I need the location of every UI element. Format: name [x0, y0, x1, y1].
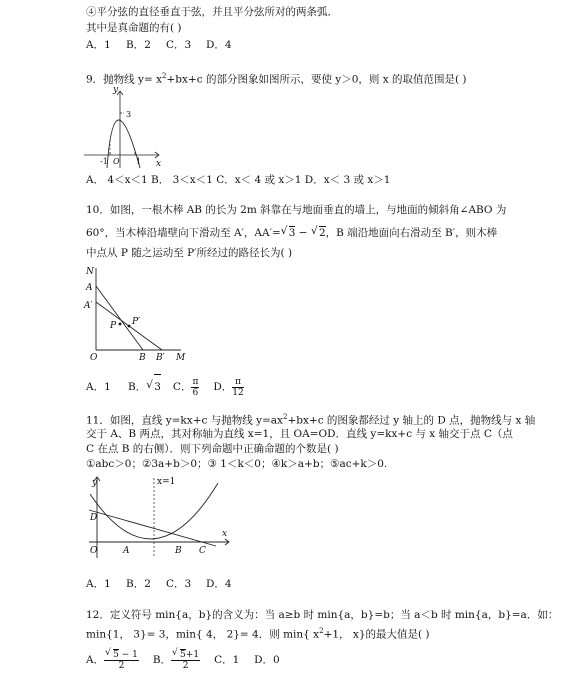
q10-options	[86, 374, 244, 398]
q9-label-neg1: -1	[100, 157, 108, 166]
q11-label-x: x	[222, 529, 228, 539]
q11-line-1	[86, 411, 535, 428]
q10-option-d-denominator: 12	[232, 387, 244, 398]
q9-origin: O	[113, 157, 120, 166]
q10-label-p: P	[110, 321, 117, 331]
q12-option-b-numerator	[171, 649, 200, 661]
q9-exponent: 2	[162, 72, 167, 80]
q10-option-c-fraction	[191, 377, 199, 398]
q11-option-a: A．1	[86, 578, 111, 590]
q10-option-b-radicand: 3	[154, 374, 161, 399]
q11-label-d: D	[90, 513, 98, 523]
q11-line-2: 交于 A、B 两点，其对称轴为直线 x=1，且 OA=OD．直线 y=kx+c 与 x 轴交于点 C（点	[86, 428, 513, 440]
q10-label-b2: B′	[156, 353, 165, 363]
q12-option-b-denominator: 2	[182, 661, 189, 671]
q10-option-a: A．1	[86, 381, 111, 393]
q9-label-1: 1	[136, 157, 142, 166]
q10-line-2-text-2: ，B 端沿地面向右滑动至 B′，则木棒	[325, 227, 498, 239]
q12-line-2-text-2: +1， x}的最大值是( )	[323, 628, 430, 641]
q10-option-c-denominator: 6	[192, 387, 199, 398]
q12-option-a-fraction	[104, 649, 139, 671]
q11-options	[86, 578, 232, 591]
q11-exponent: 2	[282, 413, 288, 421]
q10-minus: −	[295, 227, 311, 239]
q10-label-n: N	[86, 267, 94, 277]
q8-option-b: B．2	[126, 39, 151, 51]
q10-sqrt-3	[281, 226, 296, 240]
q10-option-d-fraction	[232, 377, 243, 398]
q10-label-p2: P′	[132, 317, 141, 327]
q9-label-3: 3	[126, 110, 132, 119]
q11-line-1-text: 11．如图，直线 y=kx+c 与抛物线 y=ax	[86, 414, 283, 427]
q10-radicand-3: 3	[288, 227, 296, 239]
q11-line-3: C 在点 B 的右侧）．则下列命题中正确命题的个数是( )	[86, 443, 339, 455]
q12-option-a-numerator-tail: − 1	[118, 650, 138, 660]
q12-option-b: B．	[152, 654, 172, 666]
q12-line-2	[86, 625, 430, 642]
q12-exponent: 2	[319, 627, 324, 635]
q10-option-c-numerator: π	[192, 376, 199, 387]
q8-option-c: C．3	[166, 39, 192, 51]
q11-line-ykxc	[89, 510, 216, 546]
q11-line-1-text-2: +bx+c 的图象都经过 y 轴上的 D 点，抛物线与 x 轴	[287, 414, 536, 427]
q11-option-c: C．3	[166, 578, 192, 590]
q10-sqrt-2	[311, 226, 326, 240]
q10-label-b: B	[139, 353, 146, 363]
q9-stem-text-2: +bx+c 的部分图象如图所示，要使 y＞0，则 x 的取值范围是( )	[166, 73, 467, 86]
q10-line-2-text: 60°，当木棒沿墙壁向下滑动至 A′，AA′=	[86, 227, 281, 239]
q10-option-b-sqrt	[146, 374, 161, 399]
q11-option-b: B．2	[126, 578, 151, 590]
q10-point-p	[119, 323, 122, 326]
q12-option-b-radicand: 5	[180, 650, 186, 660]
q9-stem-text: 9．抛物线 y= x	[86, 73, 163, 86]
q11-label-c: C	[199, 546, 206, 556]
q12-line-2-text: min{1， 3}= 3，min{ 4， 2}= 4．则 min{ x	[86, 628, 320, 641]
q8-option-d: D．4	[206, 39, 232, 51]
q11-label-axis: x=1	[157, 477, 176, 487]
q10-ladder-figure	[86, 264, 196, 364]
q11-label-b: B	[175, 546, 182, 556]
q11-graph	[86, 474, 236, 560]
q10-line-3: 中点从 P 随之运动至 P′所经过的路径长为( )	[86, 247, 293, 259]
q10-option-d-numerator: π	[232, 377, 243, 388]
q11-statements: ①abc＞0；②3a+b＞0；③ 1＜k＜0；④k＞a+b；⑤ac+k＞0.	[86, 458, 388, 470]
q12-option-a-sqrt	[105, 649, 119, 660]
q10-option-d: D．	[213, 381, 233, 393]
q12-option-a: A．	[86, 654, 105, 666]
q12-option-b-numerator-tail: +1	[185, 650, 200, 660]
q12-options	[86, 646, 280, 674]
q12-option-a-denominator: 2	[118, 661, 125, 671]
q12-option-b-fraction	[171, 649, 200, 671]
q9-x-label: x	[156, 159, 162, 169]
q10-option-c: C．	[172, 381, 192, 393]
q9-options: A． 4＜x＜1 B． 3＜x＜1 C．x＜ 4 或 x＞1 D．x＜ 3 或 x＞1	[86, 174, 391, 186]
q10-label-a: A	[86, 283, 93, 293]
q11-option-d: D．4	[206, 578, 232, 590]
q10-point-p2	[128, 325, 131, 328]
q8-question: 其中是真命题的有( )	[86, 22, 182, 34]
q10-line-1: 10．如图，一根木棒 AB 的长为 2m 斜靠在与地面垂直的墙上，与地面的倾斜角∠ABO 为	[86, 204, 507, 216]
q12-option-b-sqrt	[172, 649, 186, 660]
q8-option-a: A．1	[86, 39, 111, 51]
q10-label-m: M	[176, 353, 186, 363]
q9-y-label: y	[113, 85, 119, 95]
q10-label-o: O	[90, 353, 98, 363]
q9-parabola-graph	[80, 80, 170, 170]
q10-line-2	[86, 226, 497, 240]
q12-option-a-radicand: 5	[113, 650, 119, 660]
q8-options	[86, 39, 232, 52]
q11-label-o: O	[90, 546, 98, 556]
q10-option-b: B．	[128, 381, 147, 393]
q10-label-a2: A′	[84, 301, 93, 311]
q12-option-c: C．1	[214, 654, 240, 666]
q12-option-a-numerator	[104, 649, 139, 661]
q10-radicand-2: 2	[318, 227, 326, 239]
q11-label-a: A	[123, 546, 130, 556]
q11-label-y: y	[92, 478, 98, 488]
q12-line-1: 12．定义符号 min{a，b}的含义为：当 a≥b 时 min{a，b}=b；当 a＜b 时 min{a，b}=a．如：	[86, 609, 559, 621]
q8-statement-4: ④平分弦的直径垂直于弦，并且平分弦所对的两条弧．	[86, 6, 338, 18]
q12-option-d: D．0	[254, 654, 280, 666]
